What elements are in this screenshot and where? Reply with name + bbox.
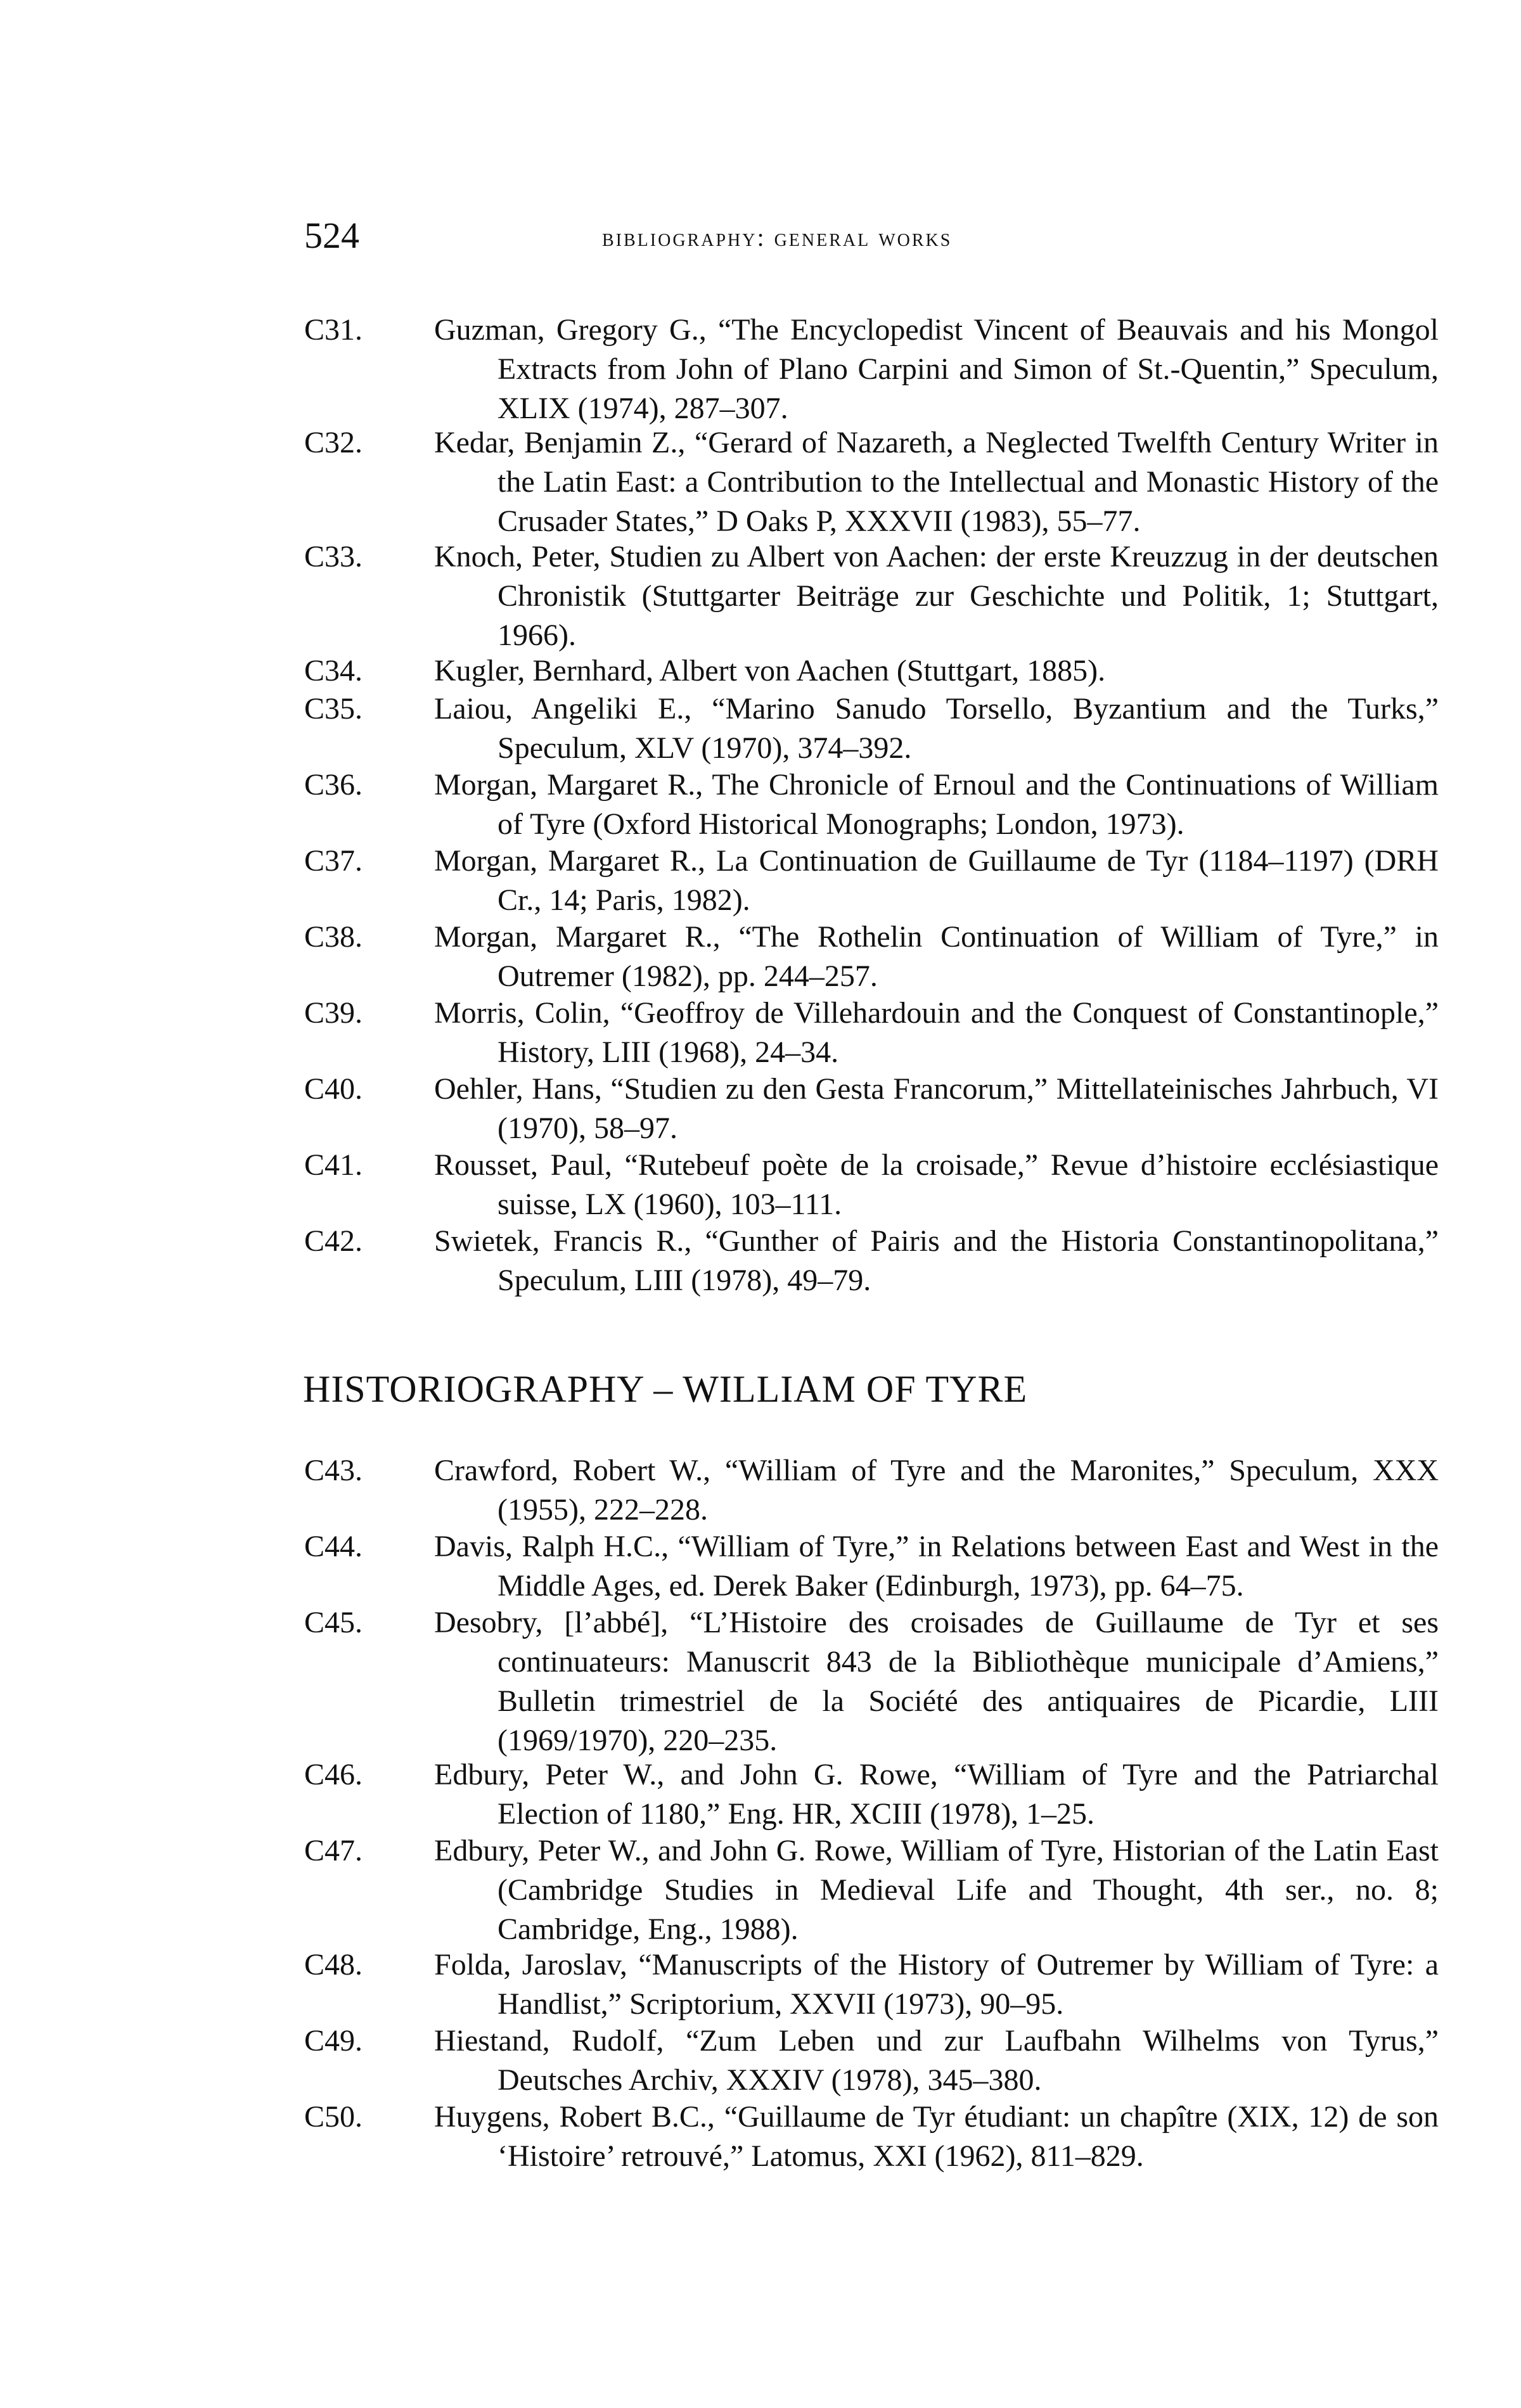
bibliography-entry [304, 1831, 1439, 1949]
entry-text: Edbury, Peter W., and John G. Rowe, William of Tyre, Historian of the Latin East (Cambridge Studies in Medieval Life and Thought, 4th ser., no. 8; Cambridge, Eng., 1988). [434, 1834, 1439, 1946]
entry-number: C39. [304, 996, 363, 1030]
bibliography-entry [304, 651, 1439, 691]
entry-number: C49. [304, 2024, 363, 2058]
bibliography-entry [304, 1603, 1439, 1760]
entry-text: Edbury, Peter W., and John G. Rowe, “William of Tyre and the Patriarchal Election of 1180,” Eng. HR, XCIII (1978), 1–25. [434, 1758, 1439, 1831]
bibliography-entry [304, 1527, 1439, 1606]
entry-number: C41. [304, 1148, 363, 1182]
entry-text: Huygens, Robert B.C., “Guillaume de Tyr étudiant: un chapître (XIX, 12) de son ‘Histoire’ retrouvé,” Latomus, XXI (1962), 811–829. [434, 2100, 1439, 2173]
entry-text: Kedar, Benjamin Z., “Gerard of Nazareth, a Neglected Twelfth Century Writer in the Latin East: a Contribution to the Intellectual and Monastic History of the Crusader States,” D Oaks P, XXXVII (1983), 55–77. [434, 426, 1439, 538]
bibliography-entry [304, 423, 1439, 541]
bibliography-entry [304, 1146, 1439, 1224]
entry-number: C35. [304, 692, 363, 726]
bibliography-entry [304, 994, 1439, 1072]
bibliography-entry [304, 2021, 1439, 2100]
bibliography-entry [304, 842, 1439, 920]
entry-text: Crawford, Robert W., “William of Tyre and the Maronites,” Speculum, XXX (1955), 222–228. [434, 1454, 1439, 1527]
entry-text: Knoch, Peter, Studien zu Albert von Aachen: der erste Kreuzzug in der deutschen Chronistik (Stuttgarter Beiträge zur Geschichte und Politik, 1; Stuttgart, 1966). [434, 540, 1439, 652]
entry-text: Morris, Colin, “Geoffroy de Villehardouin and the Conquest of Constantinople,” History, LIII (1968), 24–34. [434, 996, 1439, 1069]
bibliography-entry [304, 918, 1439, 996]
entry-number: C45. [304, 1606, 363, 1639]
entry-number: C37. [304, 844, 363, 878]
entry-number: C50. [304, 2100, 363, 2134]
entry-text: Oehler, Hans, “Studien zu den Gesta Francorum,” Mittellateinisches Jahrbuch, VI (1970), 58–97. [434, 1072, 1439, 1145]
entry-text: Davis, Ralph H.C., “William of Tyre,” in Relations between East and West in the Middle Ages, ed. Derek Baker (Edinburgh, 1973), pp. 64–75. [434, 1530, 1439, 1603]
entry-text: Kugler, Bernhard, Albert von Aachen (Stuttgart, 1885). [434, 654, 1106, 688]
bibliography-entry [304, 765, 1439, 844]
entry-number: C38. [304, 920, 363, 954]
page-header [304, 210, 1439, 261]
entry-text: Morgan, Margaret R., La Continuation de Guillaume de Tyr (1184–1197) (DRH Cr., 14; Paris, 1982). [434, 844, 1439, 917]
bibliography-entry [304, 689, 1439, 768]
entry-number: C33. [304, 540, 363, 573]
entry-text: Hiestand, Rudolf, “Zum Leben und zur Laufbahn Wilhelms von Tyrus,” Deutsches Archiv, XXXIV (1978), 345–380. [434, 2024, 1439, 2097]
entry-number: C44. [304, 1530, 363, 1563]
running-head: bibliography: general works [602, 223, 953, 252]
bibliography-entry [304, 1222, 1439, 1300]
entry-text: Rousset, Paul, “Rutebeuf poète de la croisade,” Revue d’histoire ecclésiastique suisse, LX (1960), 103–111. [434, 1148, 1439, 1221]
bibliography-entry [304, 1451, 1439, 1530]
bibliography-entry [304, 1755, 1439, 1834]
page-number: 524 [304, 215, 359, 256]
bibliography-entry [304, 1070, 1439, 1148]
entry-text: Guzman, Gregory G., “The Encyclopedist Vincent of Beauvais and his Mongol Extracts from John of Plano Carpini and Simon of St.-Quentin,” Speculum, XLIX (1974), 287–307. [434, 313, 1439, 425]
entry-number: C48. [304, 1948, 363, 1982]
entry-number: C34. [304, 654, 363, 688]
entry-text: Morgan, Margaret R., “The Rothelin Continuation of William of Tyre,” in Outremer (1982), pp. 244–257. [434, 920, 1439, 993]
entry-number: C42. [304, 1224, 363, 1258]
entry-number: C40. [304, 1072, 363, 1106]
bibliography-entry [304, 311, 1439, 428]
entry-number: C46. [304, 1758, 363, 1791]
entry-text: Morgan, Margaret R., The Chronicle of Ernoul and the Continuations of William of Tyre (Oxford Historical Monographs; London, 1973). [434, 768, 1439, 841]
entry-text: Laiou, Angeliki E., “Marino Sanudo Torsello, Byzantium and the Turks,” Speculum, XLV (1970), 374–392. [434, 692, 1439, 765]
entry-number: C47. [304, 1834, 363, 1867]
entry-number: C32. [304, 426, 363, 459]
section-heading: HISTORIOGRAPHY – WILLIAM OF TYRE [303, 1368, 1028, 1410]
entry-text: Desobry, [l’abbé], “L’Histoire des croisades de Guillaume de Tyr et ses continuateurs: Manuscrit 843 de la Bibliothèque municipale d’Amiens,” Bulletin trimestriel de la Société des antiquaires de Picardie, LIII (1969/1970), 220–235. [434, 1606, 1439, 1757]
entry-number: C36. [304, 768, 363, 802]
entry-number: C31. [304, 313, 363, 347]
bibliography-entry [304, 1945, 1439, 2024]
bibliography-entry [304, 2097, 1439, 2176]
entry-text: Swietek, Francis R., “Gunther of Pairis and the Historia Constantinopolitana,” Speculum, LIII (1978), 49–79. [434, 1224, 1439, 1297]
bibliography-entry [304, 537, 1439, 655]
entry-text: Folda, Jaroslav, “Manuscripts of the History of Outremer by William of Tyre: a Handlist,” Scriptorium, XXVII (1973), 90–95. [434, 1948, 1439, 2021]
entry-number: C43. [304, 1454, 363, 1487]
